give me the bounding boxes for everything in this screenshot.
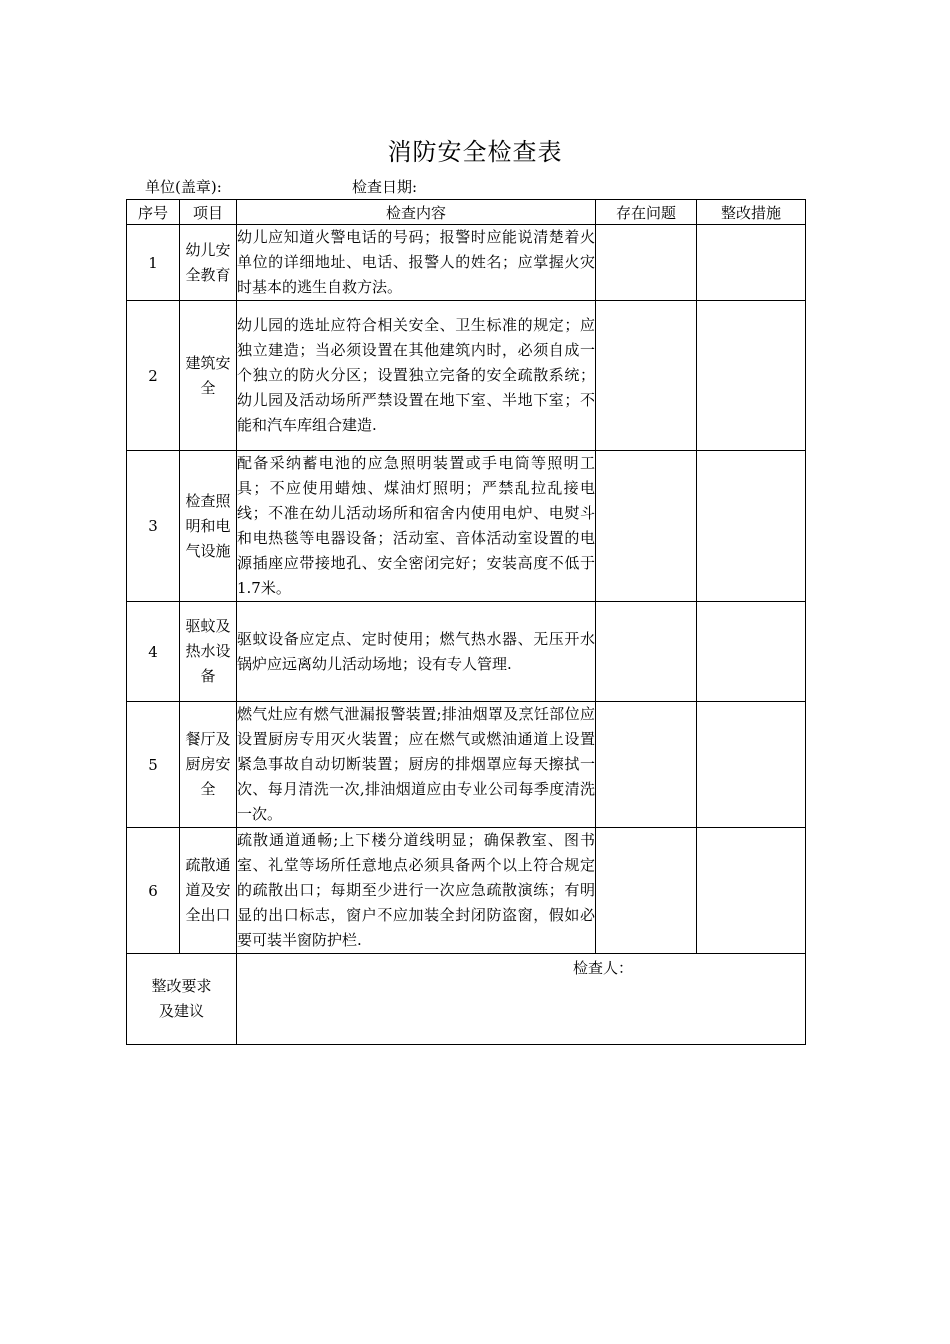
- header-item: 项目: [180, 200, 237, 225]
- table-row: [127, 451, 806, 602]
- row-problems-cell[interactable]: [596, 602, 697, 702]
- row-content: 配备采纳蓄电池的应急照明装置或手电筒等照明工具；不应使用蜡烛、煤油灯照明；严禁乱拉乱接电线；不准在幼儿活动场所和宿舍内使用电炉、电熨斗和电热毯等电器设备；活动室、音体活动室设置的电源插座应带接地孔、安全密闭完好；安装高度不低于1.7米。: [237, 451, 596, 602]
- inspection-date-label: 检查日期:: [352, 178, 418, 196]
- header-measures: 整改措施: [697, 200, 806, 225]
- rectification-label-line2: 及建议: [158, 1002, 204, 1020]
- row-item: 餐厅及厨房安全: [180, 702, 237, 828]
- row-problems-cell[interactable]: [596, 225, 697, 301]
- row-measures-cell[interactable]: [697, 602, 806, 702]
- header-content: 检查内容: [237, 200, 596, 225]
- table-row: [127, 301, 806, 451]
- row-measures-cell[interactable]: [697, 451, 806, 602]
- row-seq: 4: [127, 602, 180, 702]
- rectification-label-line1: 整改要求: [151, 977, 212, 995]
- row-item: 检查照明和电气设施: [180, 451, 237, 602]
- row-problems-cell[interactable]: [596, 301, 697, 451]
- row-content: 燃气灶应有燃气泄漏报警装置;排油烟罩及烹饪部位应设置厨房专用灭火装置；应在燃气或燃油通道上设置紧急事故自动切断装置；厨房的排烟罩应每天擦拭一次、每月清洗一次,排油烟道应由专业公司每季度清洗一次。: [237, 702, 596, 828]
- fire-safety-checklist-table: [126, 199, 806, 1045]
- row-seq: 2: [127, 301, 180, 451]
- table-row: [127, 828, 806, 954]
- row-measures-cell[interactable]: [697, 301, 806, 451]
- row-content: 幼儿应知道火警电话的号码；报警时应能说清楚着火单位的详细地址、电话、报警人的姓名；应掌握火灾时基本的逃生自救方法。: [237, 225, 596, 301]
- footer-row: [127, 954, 806, 1045]
- unit-stamp-label: 单位(盖章):: [145, 178, 222, 196]
- rectification-suggestions-label: [127, 954, 237, 1045]
- inspector-label: 检查人：: [573, 959, 634, 977]
- document-title: 消防安全检查表: [387, 138, 563, 166]
- table-row: [127, 702, 806, 828]
- row-problems-cell[interactable]: [596, 451, 697, 602]
- row-seq: 5: [127, 702, 180, 828]
- row-measures-cell[interactable]: [697, 828, 806, 954]
- row-seq: 6: [127, 828, 180, 954]
- rectification-suggestions-field[interactable]: [237, 954, 806, 1045]
- row-measures-cell[interactable]: [697, 225, 806, 301]
- row-item: 建筑安全: [180, 301, 237, 451]
- row-item: 疏散通道及安全出口: [180, 828, 237, 954]
- row-problems-cell[interactable]: [596, 702, 697, 828]
- row-item: 幼儿安全教育: [180, 225, 237, 301]
- table-row: [127, 602, 806, 702]
- row-item: 驱蚊及热水设备: [180, 602, 237, 702]
- row-content: 驱蚊设备应定点、定时使用；燃气热水器、无压开水锅炉应远离幼儿活动场地；设有专人管理.: [237, 602, 596, 702]
- header-problems: 存在问题: [596, 200, 697, 225]
- table-row: [127, 225, 806, 301]
- row-measures-cell[interactable]: [697, 702, 806, 828]
- row-content: 幼儿园的选址应符合相关安全、卫生标准的规定；应独立建造；当必须设置在其他建筑内时，必须自成一个独立的防火分区；设置独立完备的安全疏散系统；幼儿园及活动场所严禁设置在地下室、半地下室；不能和汽车库组合建造.: [237, 301, 596, 451]
- row-seq: 3: [127, 451, 180, 602]
- row-seq: 1: [127, 225, 180, 301]
- row-problems-cell[interactable]: [596, 828, 697, 954]
- header-seq: 序号: [127, 200, 180, 225]
- table-header-row: [127, 200, 806, 225]
- row-content: 疏散通道通畅;上下楼分道线明显；确保教室、图书室、礼堂等场所任意地点必须具备两个以上符合规定的疏散出口；每期至少进行一次应急疏散演练；有明显的出口标志，窗户不应加装全封闭防盗窗，假如必要可装半窗防护栏.: [237, 828, 596, 954]
